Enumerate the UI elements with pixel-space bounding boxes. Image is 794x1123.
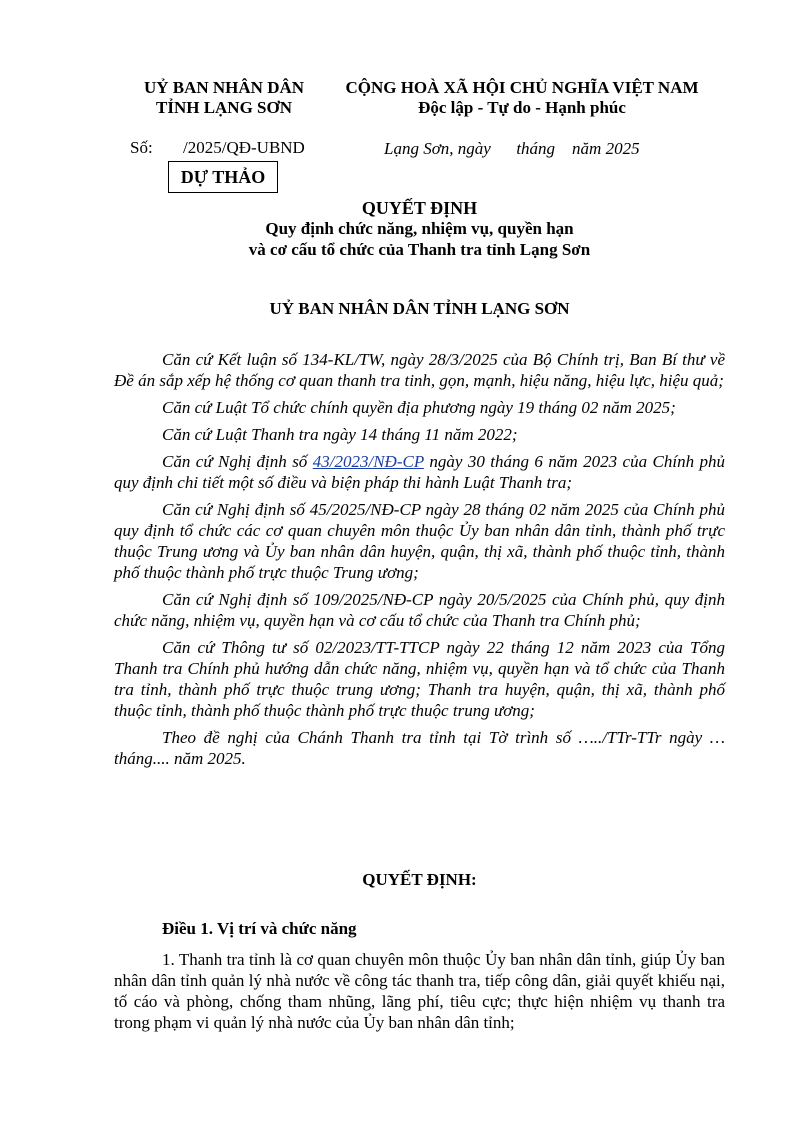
- preamble-paragraph: Căn cứ Nghị định số 45/2025/NĐ-CP ngày 28 tháng 02 năm 2025 của Chính phủ quy định tổ chức các cơ quan chuyên môn thuộc Ủy ban nhân dân tỉnh, thành phố trực thuộc Trung ương và Ủy ban nhân dân huyện, quận, thị xã, thành phố thuộc tỉnh, thành phố thuộc thành phố trực thuộc Trung ương;: [114, 500, 725, 582]
- draft-stamp: DỰ THẢO: [168, 161, 278, 193]
- document-title: QUYẾT ĐỊNH: [361, 198, 478, 218]
- preamble-paragraph: Căn cứ Nghị định số 109/2025/NĐ-CP ngày 20/5/2025 của Chính phủ, quy định chức năng, nhiệm vụ, quyền hạn và cơ cấu tổ chức của Thanh tra Chính phủ;: [114, 590, 725, 630]
- preamble-text: ngày 30 tháng 6 năm 2023 của Chính phủ quy định chi tiết một số điều và biện pháp thi hành Luật Thanh tra;: [114, 452, 726, 492]
- preamble: [114, 349, 725, 775]
- document-number: /2025/QĐ-UBND: [183, 138, 305, 157]
- place-date: Lạng Sơn, ngày tháng năm 2025: [384, 139, 640, 158]
- nation-motto: Độc lập - Tự do - Hạnh phúc: [418, 98, 626, 117]
- preamble-paragraph: Theo đề nghị của Chánh Thanh tra tỉnh tại Tờ trình số …../TTr-TTr ngày … tháng.... năm 2025.: [114, 728, 725, 768]
- article-1-body: [114, 949, 725, 1039]
- preamble-paragraph: Căn cứ Luật Tổ chức chính quyền địa phương ngày 19 tháng 02 năm 2025;: [162, 398, 676, 417]
- nation-name: CỘNG HOÀ XÃ HỘI CHỦ NGHĨA VIỆT NAM: [345, 78, 699, 97]
- issuer-heading: UỶ BAN NHÂN DÂN TỈNH LẠNG SƠN: [269, 299, 570, 318]
- preamble-paragraph: Căn cứ Kết luận số 134-KL/TW, ngày 28/3/2025 của Bộ Chính trị, Ban Bí thư về Đề án sắp xếp hệ thống cơ quan thanh tra tinh, gọn, mạnh, hiệu năng, hiệu lực, hiệu quả;: [114, 350, 725, 390]
- preamble-paragraph: Căn cứ Thông tư số 02/2023/TT-TTCP ngày 22 tháng 12 năm 2023 của Tổng Thanh tra Chính phủ hướng dẫn chức năng, nhiệm vụ, quyền hạn và tổ chức của Thanh tra tỉnh, thành phố trực thuộc trung ương; Thanh tra huyện, quận, thị xã, thành phố thuộc tỉnh, thành phố thuộc thành phố trực thuộc trung ương;: [114, 638, 725, 720]
- agency-name-line1: UỶ BAN NHÂN DÂN: [143, 78, 305, 97]
- preamble-text: Căn cứ Nghị định số: [162, 452, 313, 471]
- document-subtitle-line2: và cơ cấu tổ chức của Thanh tra tỉnh Lạng Sơn: [248, 240, 591, 259]
- document-number-label: Số:: [130, 138, 153, 157]
- article-paragraph: 1. Thanh tra tỉnh là cơ quan chuyên môn thuộc Ủy ban nhân dân tỉnh, giúp Ủy ban nhân dân tỉnh quản lý nhà nước về công tác thanh tra, tiếp công dân, giải quyết khiếu nại, tố cáo và phòng, chống tham nhũng, lãng phí, tiêu cực; thực hiện nhiệm vụ thanh tra trong phạm vi quản lý nhà nước của Ủy ban nhân dân tỉnh;: [114, 950, 725, 1032]
- article-1-heading: Điều 1. Vị trí và chức năng: [162, 919, 357, 938]
- preamble-paragraph: Căn cứ Luật Thanh tra ngày 14 tháng 11 năm 2022;: [162, 425, 518, 444]
- agency-name-line2: TỈNH LẠNG SƠN: [155, 98, 293, 117]
- decision-heading: QUYẾT ĐỊNH:: [362, 870, 477, 889]
- preamble-paragraph: [114, 451, 725, 493]
- decree-link[interactable]: 43/2023/NĐ-CP: [312, 452, 424, 471]
- document-subtitle-line1: Quy định chức năng, nhiệm vụ, quyền hạn: [265, 219, 574, 238]
